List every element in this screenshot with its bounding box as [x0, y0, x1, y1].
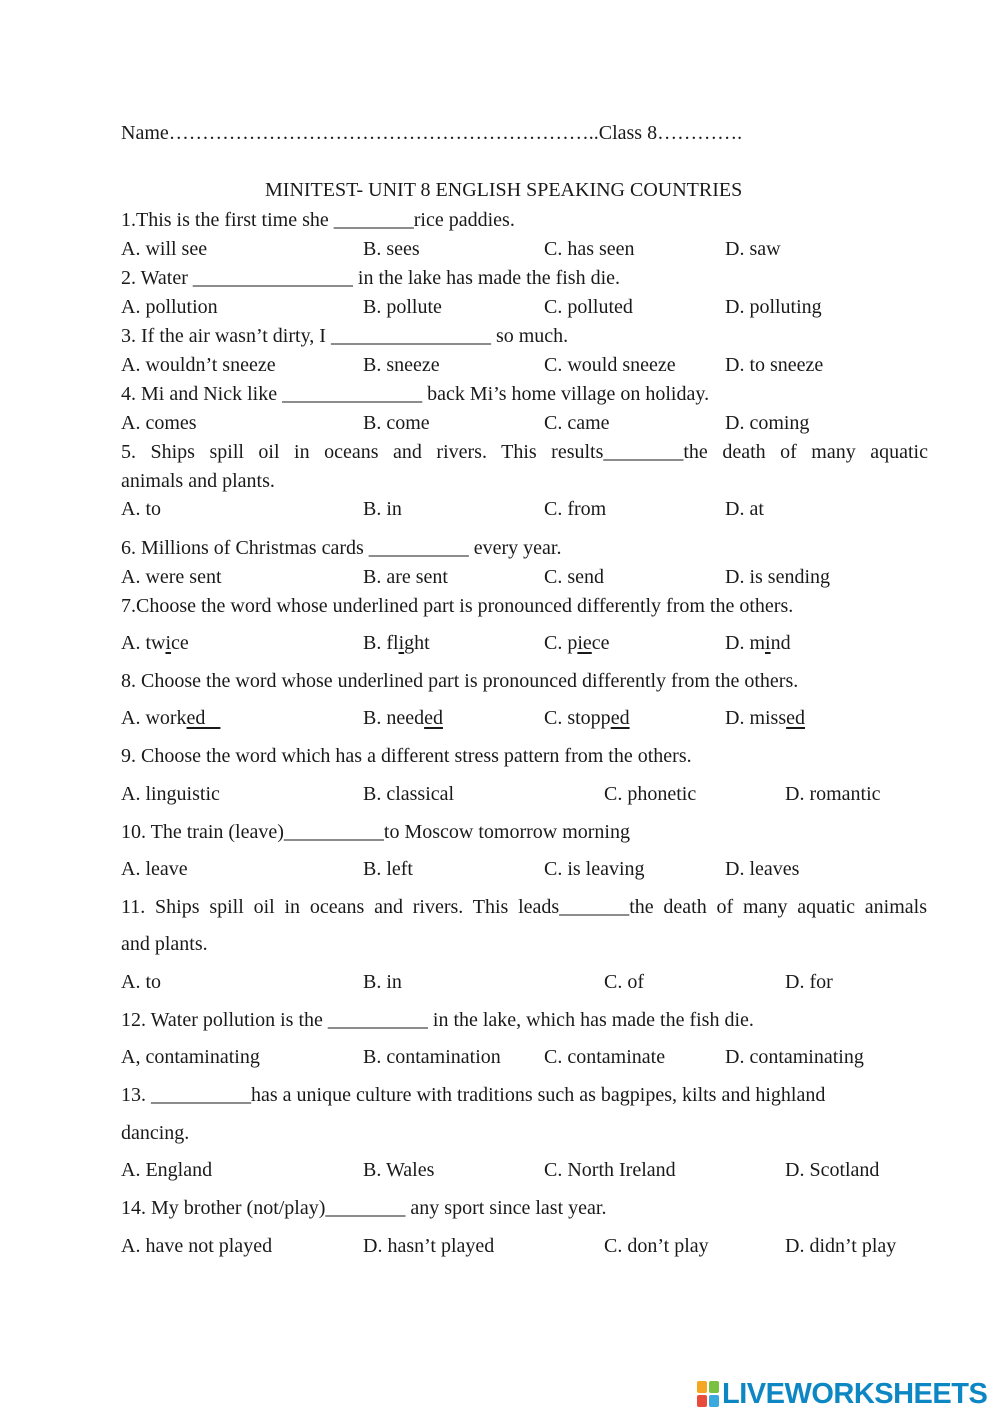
q4-option-c[interactable]: C. came: [544, 412, 610, 434]
question-1: 1.This is the first time she ________rice paddies.: [121, 209, 515, 231]
question-5-line-2: animals and plants.: [121, 470, 275, 492]
question-14: 14. My brother (not/play)________ any sport since last year.: [121, 1197, 607, 1219]
question-7: 7.Choose the word whose underlined part is pronounced differently from the others.: [121, 595, 794, 617]
logo-block: [709, 1381, 719, 1393]
option-text: D. miss: [725, 707, 787, 729]
question-10: 10. The train (leave)__________to Moscow tomorrow morning: [121, 821, 630, 843]
q13-option-d[interactable]: D. Scotland: [785, 1159, 880, 1181]
option-text: B. need: [363, 707, 425, 729]
q7-option-b[interactable]: [363, 631, 430, 655]
question-3: 3. If the air wasn’t dirty, I ________________ so much.: [121, 325, 569, 347]
q5-option-b[interactable]: B. in: [363, 498, 402, 520]
question-9: 9. Choose the word which has a different stress pattern from the others.: [121, 745, 692, 767]
q12-option-c[interactable]: C. contaminate: [544, 1046, 666, 1068]
q11-option-c[interactable]: C. of: [604, 971, 644, 993]
q10-option-a[interactable]: A. leave: [121, 858, 188, 880]
question-13-line-1: 13. __________has a unique culture with traditions such as bagpipes, kilts and highland: [121, 1084, 826, 1106]
q9-option-b[interactable]: B. classical: [363, 783, 455, 805]
option-text: A. work: [121, 707, 187, 729]
q5-option-a[interactable]: A. to: [121, 498, 161, 520]
q1-option-d[interactable]: D. saw: [725, 238, 781, 260]
q12-option-a[interactable]: A, contaminating: [121, 1046, 260, 1068]
q5-option-c[interactable]: C. from: [544, 498, 607, 520]
q7-option-a[interactable]: [121, 631, 189, 655]
q6-option-c[interactable]: C. send: [544, 566, 604, 588]
q9-option-c[interactable]: C. phonetic: [604, 783, 697, 805]
option-text: B. fl: [363, 632, 399, 654]
q6-option-d[interactable]: D. is sending: [725, 566, 830, 588]
q8-option-d[interactable]: [725, 706, 805, 730]
q10-option-c[interactable]: C. is leaving: [544, 858, 645, 880]
option-text: ght: [404, 632, 430, 654]
q2-option-c[interactable]: C. polluted: [544, 296, 633, 318]
question-5-line-1: 5. Ships spill oil in oceans and rivers. This results________the death of many aquatic: [121, 441, 928, 463]
q3-option-c[interactable]: C. would sneeze: [544, 354, 676, 376]
q13-option-c[interactable]: C. North Ireland: [544, 1159, 676, 1181]
q8-option-b[interactable]: [363, 706, 443, 730]
question-8: 8. Choose the word whose underlined part is pronounced differently from the others.: [121, 670, 799, 692]
q9-option-d[interactable]: D. romantic: [785, 783, 881, 805]
q3-option-b[interactable]: B. sneeze: [363, 354, 440, 376]
logo-block: [709, 1395, 719, 1407]
question-12: 12. Water pollution is the __________ in the lake, which has made the fish die.: [121, 1009, 754, 1031]
q10-option-d[interactable]: D. leaves: [725, 858, 800, 880]
q9-option-a[interactable]: A. linguistic: [121, 783, 220, 805]
q14-option-d[interactable]: D. didn’t play: [785, 1235, 897, 1257]
logo-block: [697, 1395, 707, 1407]
option-text: C. stopp: [544, 707, 611, 729]
name-class-line: Name………………………………………………………..Class 8………….: [121, 122, 743, 144]
question-2: 2. Water ________________ in the lake has made the fish die.: [121, 267, 621, 289]
underlined-part: ed: [786, 707, 806, 729]
q13-option-a[interactable]: A. England: [121, 1159, 213, 1181]
q14-option-c[interactable]: C. don’t play: [604, 1235, 709, 1257]
option-text: C. p: [544, 632, 578, 654]
q12-option-d[interactable]: D. contaminating: [725, 1046, 864, 1068]
q4-option-b[interactable]: B. come: [363, 412, 430, 434]
q7-option-d[interactable]: [725, 631, 791, 655]
underlined-part: i: [398, 632, 405, 654]
q2-option-d[interactable]: D. polluting: [725, 296, 822, 318]
q5-option-d[interactable]: D. at: [725, 498, 764, 520]
q2-option-b[interactable]: B. pollute: [363, 296, 442, 318]
liveworksheets-logo-icon: [697, 1381, 719, 1407]
q13-option-b[interactable]: B. Wales: [363, 1159, 435, 1181]
q12-option-b[interactable]: B. contamination: [363, 1046, 501, 1068]
q11-option-b[interactable]: B. in: [363, 971, 402, 993]
q3-option-a[interactable]: A. wouldn’t sneeze: [121, 354, 276, 376]
option-text: A. tw: [121, 632, 166, 654]
q1-option-a[interactable]: A. will see: [121, 238, 208, 260]
option-text: ce: [591, 632, 610, 654]
liveworksheets-logo-text: LIVEWORKSHEETS: [722, 1378, 988, 1410]
option-text: nd: [770, 632, 791, 654]
q11-option-a[interactable]: A. to: [121, 971, 161, 993]
question-4: 4. Mi and Nick like ______________ back Mi’s home village on holiday.: [121, 383, 710, 405]
q2-option-a[interactable]: A. pollution: [121, 296, 218, 318]
underlined-part: ie: [577, 632, 592, 654]
option-text: ce: [171, 632, 189, 654]
q6-option-a[interactable]: A. were sent: [121, 566, 222, 588]
q1-option-c[interactable]: C. has seen: [544, 238, 635, 260]
q4-option-d[interactable]: D. coming: [725, 412, 810, 434]
liveworksheets-logo: [697, 1378, 993, 1410]
q11-option-d[interactable]: D. for: [785, 971, 833, 993]
q1-option-b[interactable]: B. sees: [363, 238, 420, 260]
question-13-line-2: dancing.: [121, 1122, 190, 1144]
q3-option-d[interactable]: D. to sneeze: [725, 354, 824, 376]
underlined-part: ed: [424, 707, 443, 729]
underlined-part: i: [765, 632, 771, 654]
worksheet-title: MINITEST- UNIT 8 ENGLISH SPEAKING COUNTRIES: [265, 179, 743, 201]
question-11-line-2: and plants.: [121, 933, 208, 955]
q14-option-a[interactable]: A. have not played: [121, 1235, 273, 1257]
q7-option-c[interactable]: [544, 631, 610, 655]
q6-option-b[interactable]: B. are sent: [363, 566, 448, 588]
question-11-line-1: 11. Ships spill oil in oceans and rivers. This leads_______the death of many aquatic animals: [121, 896, 927, 918]
logo-block: [697, 1381, 707, 1393]
q8-option-a[interactable]: [121, 706, 220, 730]
underlined-part: ed: [610, 707, 630, 729]
q14-option-b[interactable]: D. hasn’t played: [363, 1235, 495, 1257]
option-text: D. m: [725, 632, 765, 654]
question-6: 6. Millions of Christmas cards __________ every year.: [121, 537, 562, 559]
q10-option-b[interactable]: B. left: [363, 858, 413, 880]
underlined-part: i: [165, 632, 172, 654]
underlined-part: ed: [186, 707, 221, 729]
q8-option-c[interactable]: [544, 706, 630, 730]
q4-option-a[interactable]: A. comes: [121, 412, 197, 434]
